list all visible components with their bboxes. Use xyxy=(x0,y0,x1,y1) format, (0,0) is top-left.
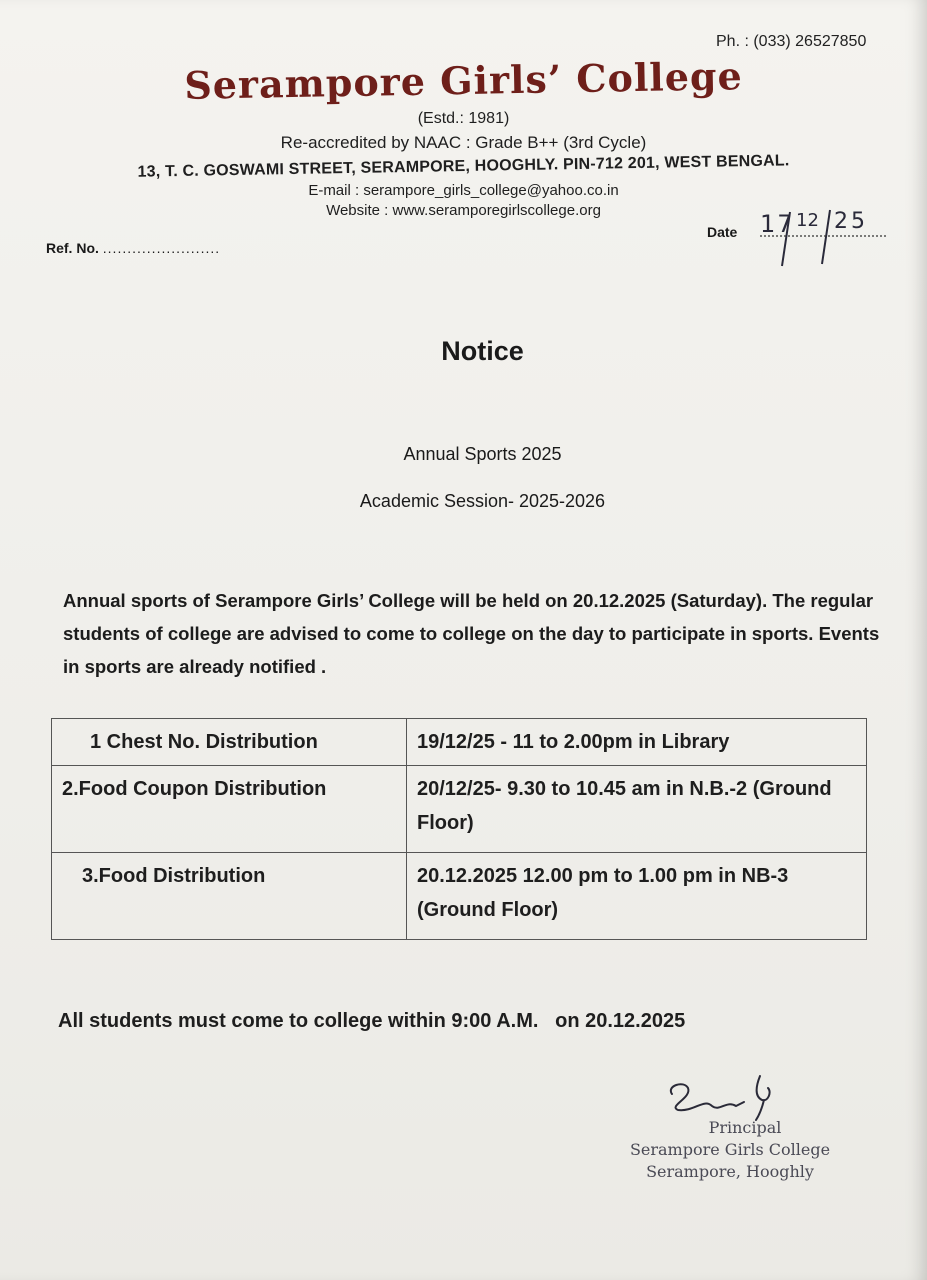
closing-instruction: All students must come to college within 9:00 A.M. on 20.12.2025 xyxy=(58,1010,686,1032)
notice-subtitle: Annual Sports 2025 xyxy=(403,444,562,464)
schedule-table xyxy=(51,718,867,940)
college-name: Serampore Girls’ College xyxy=(183,53,744,108)
address-line: 13, T. C. GOSWAMI STREET, SERAMPORE, HOOGHLY. PIN-712 201, WEST BENGAL. xyxy=(137,152,790,181)
svg-text:25: 25 xyxy=(834,209,868,234)
website-line: Website : www.seramporegirlscollege.org xyxy=(326,202,601,219)
phone-number: Ph. : (033) 26527850 xyxy=(716,33,867,50)
details-cell: 19/12/25 - 11 to 2.00pm in Library xyxy=(407,719,867,766)
stamp-title: Principal xyxy=(708,1118,782,1137)
ref-number xyxy=(46,240,220,256)
ref-dots: ........................ xyxy=(102,240,221,256)
details-cell: 20.12.2025 12.00 pm to 1.00 pm in NB-3 (Ground Floor) xyxy=(407,853,867,940)
email-line: E-mail : serampore_girls_college@yahoo.co.in xyxy=(308,182,619,199)
table-row xyxy=(52,853,867,940)
date-label: Date xyxy=(707,224,738,240)
established-year: (Estd.: 1981) xyxy=(417,110,510,127)
notice-body: Annual sports of Serampore Girls’ College will be held on 20.12.2025 (Saturday). The regular students of college are advised to come to college on the day to participate in sports. Events in sports are already notified . xyxy=(63,590,880,677)
event-cell: 3.Food Distribution xyxy=(52,853,407,940)
details-cell: 20/12/25- 9.30 to 10.45 am in N.B.-2 (Ground Floor) xyxy=(407,766,867,853)
svg-text:17: 17 xyxy=(760,210,795,238)
event-cell: 1 Chest No. Distribution xyxy=(52,719,407,766)
table-row xyxy=(52,719,867,766)
ref-label: Ref. No. xyxy=(46,240,99,256)
accreditation-line: Re-accredited by NAAC : Grade B++ (3rd Cycle) xyxy=(280,133,647,152)
svg-text:12: 12 xyxy=(796,210,819,231)
handwritten-date xyxy=(758,204,893,273)
stamp-place: Serampore, Hooghly xyxy=(646,1162,814,1181)
event-cell: 2.Food Coupon Distribution xyxy=(52,766,407,853)
table-row xyxy=(52,766,867,853)
stamp-org: Serampore Girls College xyxy=(629,1140,831,1159)
academic-session: Academic Session- 2025-2026 xyxy=(359,491,606,511)
notice-heading: Notice xyxy=(441,336,524,366)
